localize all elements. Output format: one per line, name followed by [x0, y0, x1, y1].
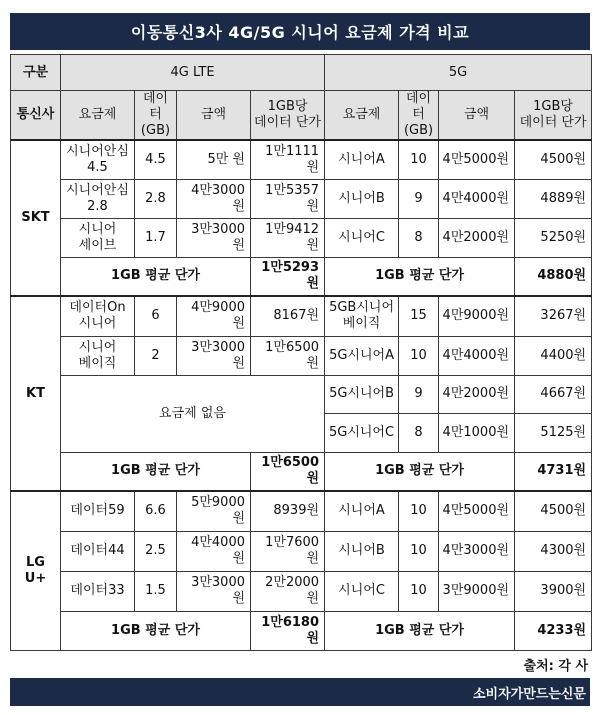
lte-unit-price: 1만9412원: [251, 218, 325, 257]
g5-unit-price: 4400원: [515, 336, 592, 375]
g5-price: 4만5000원: [439, 140, 515, 179]
lte-price: 4만4000원: [177, 531, 251, 571]
g5-unit-price: 3267원: [515, 296, 592, 336]
g5-price: 4만3000원: [439, 531, 515, 571]
table-row: [11, 531, 592, 571]
g5-price: 3만9000원: [439, 571, 515, 611]
g5-unit-price: 4889원: [515, 179, 592, 218]
g5-unit-price: 4500원: [515, 491, 592, 531]
header-5g-unit-price: 1GB당 데이터 단가: [515, 91, 592, 141]
g5-average-label: 1GB 평균 단가: [325, 611, 515, 650]
g5-average-value: 4233원: [515, 611, 592, 650]
g5-plan: 5G시니어B: [325, 375, 399, 413]
g5-plan: 5GB시니어 베이직: [325, 296, 399, 336]
publisher-name: 소비자가만드는신문: [472, 686, 586, 702]
g5-unit-price: 3900원: [515, 571, 592, 611]
lte-average-label: 1GB 평균 단가: [61, 257, 251, 296]
g5-price: 4만4000원: [439, 179, 515, 218]
average-row: [11, 611, 592, 650]
g5-price: 4만2000원: [439, 375, 515, 413]
lte-plan: 데이터33: [61, 571, 135, 611]
price-comparison-table: [10, 54, 592, 651]
g5-average-label: 1GB 평균 단가: [325, 257, 515, 296]
g5-data: 8: [399, 218, 439, 257]
lte-unit-price: 1만1111원: [251, 140, 325, 179]
lte-data: 1.5: [135, 571, 177, 611]
g5-unit-price: 5250원: [515, 218, 592, 257]
lte-plan: 시니어 세이브: [61, 218, 135, 257]
lte-plan: 데이터59: [61, 491, 135, 531]
table-row: [11, 296, 592, 336]
lte-plan: 데이터44: [61, 531, 135, 571]
lte-data: 2.5: [135, 531, 177, 571]
header-lte-plan: 요금제: [61, 91, 135, 141]
lte-unit-price: 1만7600원: [251, 531, 325, 571]
g5-price: 4만9000원: [439, 296, 515, 336]
lte-average-label: 1GB 평균 단가: [61, 452, 251, 491]
header-lte-data: 데이터 (GB): [135, 91, 177, 141]
g5-data: 10: [399, 531, 439, 571]
lte-average-value: 1만6180원: [251, 611, 325, 650]
lte-average-label: 1GB 평균 단가: [61, 611, 251, 650]
g5-data: 9: [399, 179, 439, 218]
publisher-bar: [10, 678, 590, 706]
g5-data: 9: [399, 375, 439, 413]
lte-price: 4만9000원: [177, 296, 251, 336]
table-row: [11, 140, 592, 179]
header-4g-lte: 4G LTE: [61, 55, 325, 91]
header-lte-unit-price: 1GB당 데이터 단가: [251, 91, 325, 141]
lte-plan: 데이터On 시니어: [61, 296, 135, 336]
header-5g: 5G: [325, 55, 592, 91]
g5-plan: 시니어A: [325, 140, 399, 179]
g5-price: 4만5000원: [439, 491, 515, 531]
header-carrier: 통신사: [11, 91, 61, 141]
lte-price: 3만3000원: [177, 336, 251, 375]
lte-average-value: 1만6500원: [251, 452, 325, 491]
lte-price: 3만3000원: [177, 218, 251, 257]
lte-data: 4.5: [135, 140, 177, 179]
header-lte-price: 금액: [177, 91, 251, 141]
g5-price: 4만1000원: [439, 413, 515, 452]
lte-plan: 시니어안심 4.5: [61, 140, 135, 179]
g5-data: 8: [399, 413, 439, 452]
header-5g-price: 금액: [439, 91, 515, 141]
lte-data: 6: [135, 296, 177, 336]
g5-average-value: 4880원: [515, 257, 592, 296]
g5-plan: 시니어A: [325, 491, 399, 531]
source-note: 출처: 각 사: [523, 659, 588, 674]
lte-data: 2.8: [135, 179, 177, 218]
lte-plan: 시니어안심 2.8: [61, 179, 135, 218]
g5-plan: 5G시니어A: [325, 336, 399, 375]
lte-price: 5만 원: [177, 140, 251, 179]
lte-unit-price: 8167원: [251, 296, 325, 336]
g5-data: 10: [399, 140, 439, 179]
g5-unit-price: 4300원: [515, 531, 592, 571]
g5-data: 10: [399, 571, 439, 611]
table-row: [11, 218, 592, 257]
average-row: [11, 452, 592, 491]
g5-price: 4만2000원: [439, 218, 515, 257]
lte-data: 2: [135, 336, 177, 375]
g5-plan: 시니어B: [325, 531, 399, 571]
g5-plan: 시니어C: [325, 218, 399, 257]
lte-plan: 시니어 베이직: [61, 336, 135, 375]
g5-data: 10: [399, 336, 439, 375]
lte-unit-price: 1만5357원: [251, 179, 325, 218]
g5-unit-price: 5125원: [515, 413, 592, 452]
table-title: 이동통신3사 4G/5G 시니어 요금제 가격 비교: [10, 13, 590, 50]
lte-no-plan: 요금제 없음: [61, 375, 325, 452]
g5-average-value: 4731원: [515, 452, 592, 491]
header-5g-plan: 요금제: [325, 91, 399, 141]
carrier-skt: SKT: [11, 140, 61, 296]
lte-unit-price: 8939원: [251, 491, 325, 531]
table-row: [11, 179, 592, 218]
lte-unit-price: 2만2000원: [251, 571, 325, 611]
carrier-lgu: LG U+: [11, 491, 61, 650]
carrier-kt: KT: [11, 296, 61, 491]
table-row: [11, 491, 592, 531]
lte-unit-price: 1만6500원: [251, 336, 325, 375]
header-5g-data: 데이터 (GB): [399, 91, 439, 141]
table-row: [11, 571, 592, 611]
lte-price: 5만9000원: [177, 491, 251, 531]
g5-unit-price: 4667원: [515, 375, 592, 413]
lte-data: 1.7: [135, 218, 177, 257]
table-row: [11, 336, 592, 375]
g5-plan: 시니어B: [325, 179, 399, 218]
lte-price: 3만3000원: [177, 571, 251, 611]
lte-data: 6.6: [135, 491, 177, 531]
table-row: [11, 375, 592, 413]
lte-average-value: 1만5293원: [251, 257, 325, 296]
g5-average-label: 1GB 평균 단가: [325, 452, 515, 491]
g5-plan: 5G시니어C: [325, 413, 399, 452]
lte-price: 4만3000원: [177, 179, 251, 218]
average-row: [11, 257, 592, 296]
g5-data: 10: [399, 491, 439, 531]
g5-unit-price: 4500원: [515, 140, 592, 179]
g5-plan: 시니어C: [325, 571, 399, 611]
header-category: 구분: [11, 55, 61, 91]
g5-data: 15: [399, 296, 439, 336]
g5-price: 4만4000원: [439, 336, 515, 375]
